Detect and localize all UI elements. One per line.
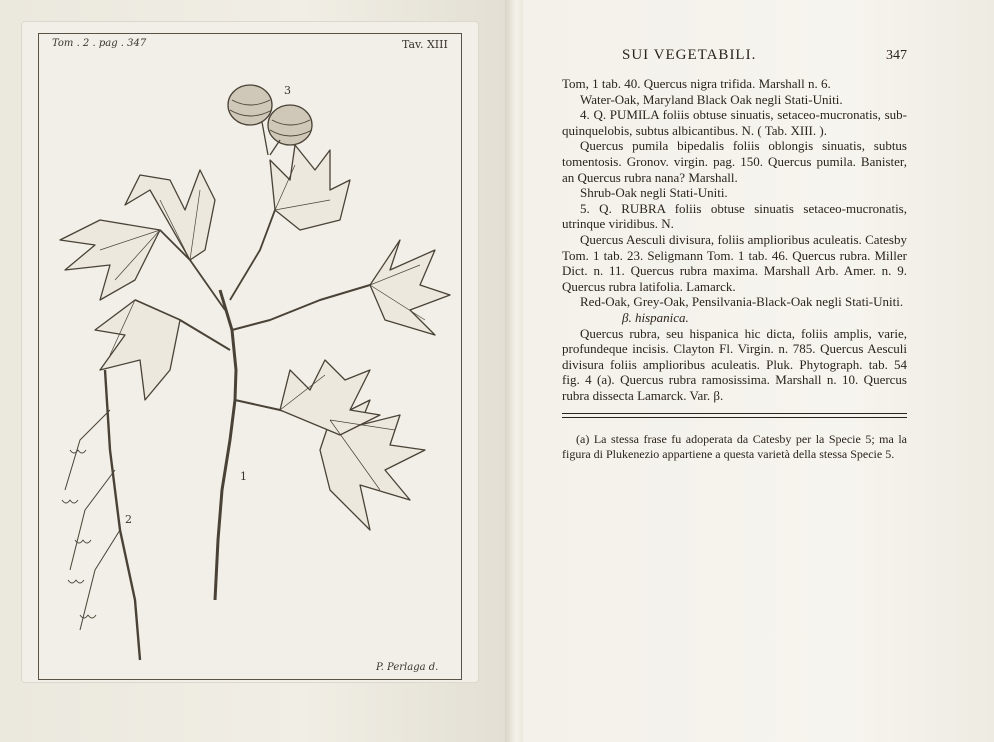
text-line: Quercus pumila bipedalis foliis oblongis sinuatis, subtus tomentosis. Gronov. virgin. pag. 150. Quercus pumila. Banister, an Quercus rubra nana? Marshall.: [562, 138, 907, 185]
oak-stem: [215, 290, 236, 600]
plate-number: Tav. XIII: [402, 38, 448, 51]
page-header: [562, 48, 907, 70]
book-gutter: [505, 0, 523, 742]
page-number: 347: [886, 48, 907, 63]
text-line: Shrub-Oak negli Stati-Uniti.: [580, 185, 728, 201]
running-title: SUI VEGETABILI.: [622, 47, 757, 63]
text-line: Water-Oak, Maryland Black Oak negli Stati-Uniti.: [580, 91, 843, 107]
plate-volume-page: Tom . 2 . pag . 347: [52, 38, 147, 49]
text-line: Tom, 1 tab. 40. Quercus nigra trifida. Marshall n. 6.: [562, 76, 831, 91]
species-heading: 4. Q. PUMILA foliis obtuse sinuatis, setaceo-mucronatis, sub-quinquelobis, subtus albicantibus. N. ( Tab. XIII. ).: [562, 107, 907, 138]
footnote-rule: [562, 413, 907, 418]
plate-engraver-signature: P. Perlaga d.: [376, 662, 439, 673]
figure-number-1: 1: [240, 470, 247, 483]
oak-leaves: [60, 145, 450, 530]
text-column: [562, 48, 907, 461]
figure-number-2: 2: [125, 513, 132, 526]
figure-number-3: 3: [284, 84, 291, 97]
species-heading: 5. Q. RUBRA foliis obtuse sinuatis setaceo-mucronatis, utrinque viridibus. N.: [562, 200, 907, 232]
acorn-illustration: [228, 85, 312, 155]
text-line: Red-Oak, Grey-Oak, Pensilvania-Black-Oak negli Stati-Uniti.: [580, 294, 904, 310]
variety-heading: β. hispanica.: [622, 309, 689, 325]
catkin-branch: [62, 370, 140, 660]
footnote: (a) La stessa frase fu adoperata da Catesby per la Specie 5; ma la figura di Plukenezio appartiene a questa varietà della stessa Specie 5.: [562, 432, 907, 461]
oak-engraving: [40, 70, 460, 670]
text-line: Quercus Aesculi divisura, foliis amplioribus aculeatis. Catesby Tom. 1 tab. 23. Seligmann Tom. 1 tab. 46. Quercus rubra. Miller Dict. n. 11. Quercus rubra maxima. Marshall Arb. Amer. n. 9. Quercus rubra latifolia. Lamarck.: [562, 231, 907, 294]
text-line: Quercus rubra, seu hispanica hic dicta, foliis amplis, varie, profundeque incisis. Clayton Fl. Virgin. n. 785. Quercus Aesculi divisura foliis amplioribus aculeatis. Pluk. Phytograph. tab. 54 fig. 4 (a). Quercus rubra ramosissima. Marshall n. 10. Quercus rubra dissecta Lamarck. Var. β.: [562, 325, 907, 403]
